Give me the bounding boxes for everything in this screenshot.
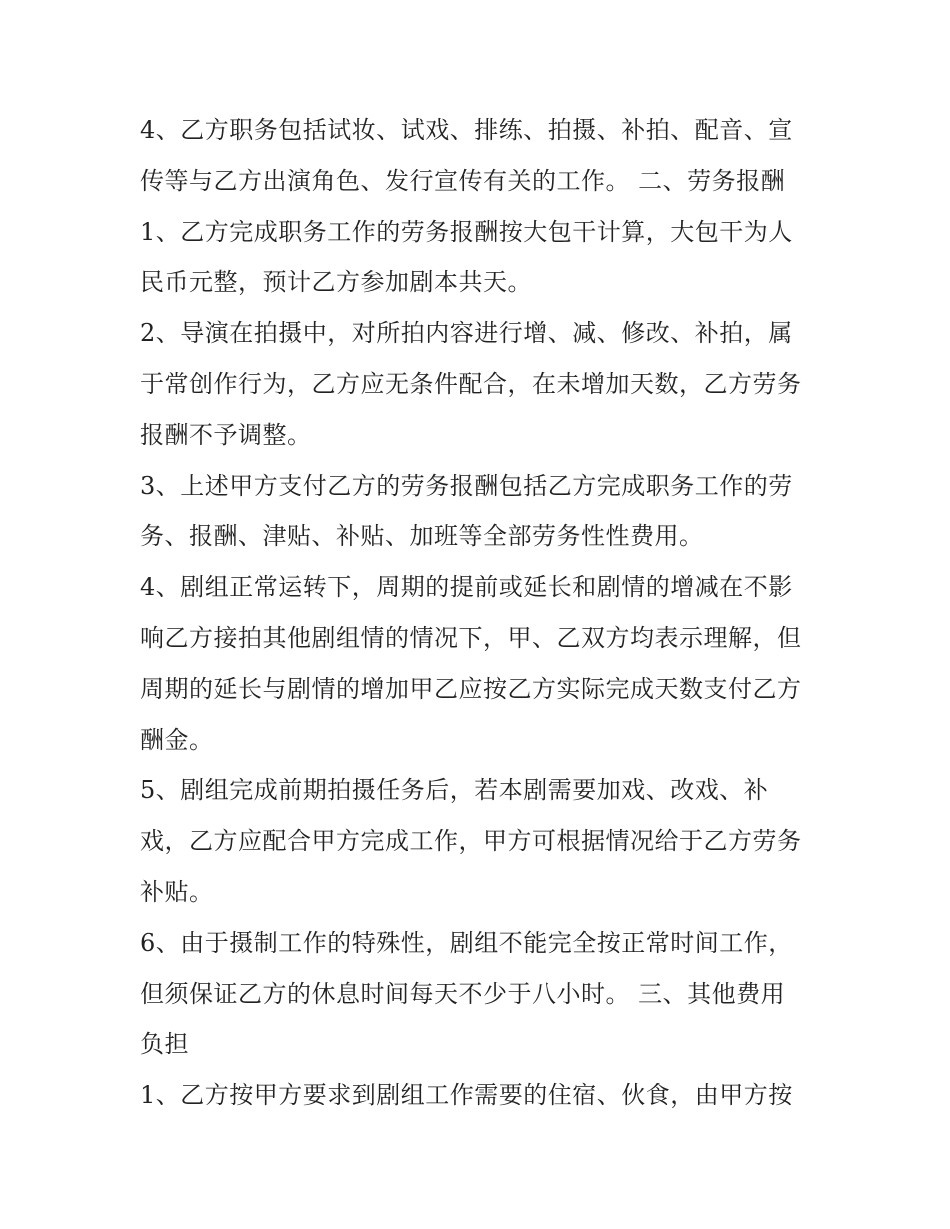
text-line: 但须保证乙方的休息时间每天不少于八小时。 三、其他费用 (140, 979, 786, 1008)
clause-paragraph (140, 461, 820, 563)
text-line: 补贴。 (140, 877, 214, 906)
text-line: 酬金。 (140, 725, 214, 754)
text-line: 2、导演在拍摄中，对所拍内容进行增、减、修改、补拍，属 (140, 319, 793, 348)
text-line: 周期的延长与剧情的增加甲乙应按乙方实际完成天数支付乙方 (140, 674, 802, 703)
text-line: 响乙方接拍其他剧组情的情况下，甲、乙双方均表示理解，但 (140, 623, 802, 652)
text-line: 1、乙方完成职务工作的劳务报酬按大包干计算，大包干为人 (140, 217, 793, 246)
text-line: 5、剧组完成前期拍摄任务后，若本剧需要加戏、改戏、补 (140, 776, 769, 805)
text-line: 负担 (140, 1030, 189, 1059)
document-body (140, 105, 820, 1121)
clause-paragraph (140, 308, 820, 460)
text-line: 民币元整，预计乙方参加剧本共天。 (140, 268, 532, 297)
text-line: 传等与乙方出演角色、发行宣传有关的工作。 二、劳务报酬 (140, 166, 786, 195)
clause-paragraph (140, 765, 820, 917)
text-line: 1、乙方按甲方要求到剧组工作需要的住宿、伙食，由甲方按 (140, 1081, 793, 1110)
text-line: 戏，乙方应配合甲方完成工作，甲方可根据情况给于乙方劳务 (140, 827, 802, 856)
text-line: 4、乙方职务包括试妆、试戏、排练、拍摄、补拍、配音、宣 (140, 116, 793, 144)
text-line: 务、报酬、津贴、补贴、加班等全部劳务性性费用。 (140, 522, 704, 551)
text-line: 3、上述甲方支付乙方的劳务报酬包括乙方完成职务工作的劳 (140, 471, 793, 500)
clause-paragraph (140, 105, 820, 207)
clause-paragraph (140, 207, 820, 309)
clause-paragraph (140, 918, 820, 1070)
clause-paragraph (140, 1070, 820, 1121)
text-line: 报酬不予调整。 (140, 420, 312, 449)
text-line: 6、由于摄制工作的特殊性，剧组不能完全按正常时间工作， (140, 928, 793, 957)
text-line: 4、剧组正常运转下，周期的提前或延长和剧情的增减在不影 (140, 573, 793, 602)
text-line: 于常创作行为，乙方应无条件配合，在未增加天数，乙方劳务 (140, 369, 802, 398)
clause-paragraph (140, 562, 820, 765)
